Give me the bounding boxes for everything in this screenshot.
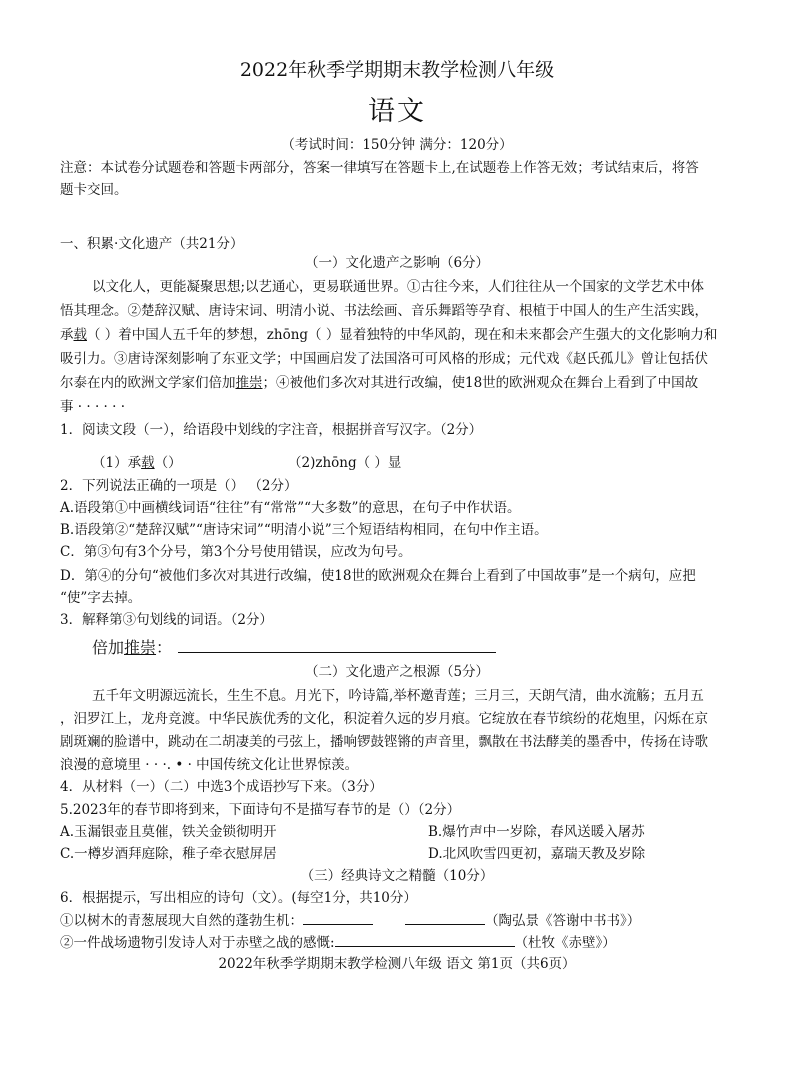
question-2-option-c: C．第③句有3个分号，第3个分号使用错误，应改为句号。 — [60, 544, 412, 560]
question-5-option-b: B.爆竹声中一岁除，春风送暖入屠苏 — [428, 824, 645, 840]
q3-label-underlined: 推崇 — [124, 638, 157, 657]
q6-2-source: （杜牧《赤壁》） — [514, 935, 616, 951]
exam-title: 2022年秋季学期期末教学检测八年级 — [239, 59, 555, 81]
subject-title: 语文 — [368, 96, 426, 127]
passage2-line-1: 五千年文明源远流长，生生不息。月光下，吟诗篇,举杯邀青莲；三月三，天朗气清，曲水流觞；五月五 — [92, 688, 704, 704]
q6-1-blank-1[interactable] — [303, 910, 373, 925]
passage2-line-2: ，汨罗江上，龙舟竞渡。中华民族优秀的文化，积淀着久远的岁月痕。它绽放在春节缤纷的花炮里，闪烁在京 — [60, 711, 708, 727]
passage1-line-6: 事 · · · · · · — [60, 399, 125, 415]
question-5-option-c: C.一樽岁酒拜庭除，稚子牵衣慰屏居 — [60, 846, 277, 862]
question-6-item-2 — [60, 932, 616, 953]
passage1-line-1: 以文化人，更能凝聚思想;以艺通心，更易联通世界。①古往今来，人们往往从一个国家的文学艺术中体 — [92, 279, 705, 295]
q6-2-blank-1[interactable] — [335, 932, 515, 947]
q3-label-a: 倍加 — [92, 638, 125, 657]
notice-line-1: 注意：本试卷分试题卷和答题卡两部分，答案一律填写在答题卡上,在试题卷上作答无效；考试结束后，将答 — [60, 160, 699, 176]
question-2-option-d-line-1: D．第④的分句“被他们多次对其进行改编，使18世的欧洲观众在舞台上看到了中国故事”是一个病句，应把 — [60, 568, 696, 584]
question-6: 6．根据提示，写出相应的诗句（文）。(每空1分，共10分） — [60, 890, 417, 906]
notice-line-2: 题卡交回。 — [60, 182, 128, 198]
q1a-underlined-char: 载 — [141, 455, 155, 471]
question-3: 3．解释第③句划线的词语。（2分） — [60, 612, 273, 628]
subsection-heading-1: （一）文化遗产之影响（6分） — [304, 255, 490, 271]
q6-1-source: （陶弘景《答谢中书书》） — [485, 913, 641, 929]
passage1-line-2: 悟其理念。②楚辞汉赋、唐诗宋词、明清小说、书法绘画、音乐舞蹈等孕育、根植于中国人的生产生活实践， — [60, 303, 708, 319]
question-1: 1．阅读文段（一），给语段中划线的字注音，根据拼音写汉字。（2分） — [60, 422, 483, 438]
question-4: 4．从材料（一）（二）中选3个成语抄写下来。（3分） — [60, 779, 383, 795]
passage2-line-4: 浪漫的意境里 · · ·. • · 中国传统文化让世界惊羡。 — [60, 757, 359, 773]
passage1-line-3-a: 承 — [60, 327, 74, 343]
question-2-option-b: B.语段第②“楚辞汉赋”“唐诗宋词”“明清小说”三个短语结构相同，在句中作主语。 — [60, 522, 548, 538]
exam-info: （考试时间：150分钟 满分：120分） — [281, 137, 513, 153]
question-1-part-b: （2)zhōng（ ）显 — [288, 455, 402, 471]
passage1-line-3 — [60, 325, 717, 345]
q6-1-blank-2[interactable] — [405, 910, 485, 925]
q3-answer-blank[interactable] — [178, 638, 496, 653]
passage1-line-4: 吸引力。③唐诗深刻影响了东亚文学；中国画启发了法国洛可可风格的形成；元代戏《赵氏孤儿》曾让包括伏 — [60, 351, 708, 367]
section-heading-1: 一、积累·文化遗产（共21分） — [60, 236, 244, 252]
question-5-option-a: A.玉漏银壶且莫催，铁关金锁彻明开 — [60, 824, 277, 840]
passage2-line-3: 剧斑斓的脸谱中，跳动在二胡凄美的弓弦上，播响锣鼓铿锵的声音里，飘散在书法酵美的墨香中，传扬在诗歌 — [60, 734, 708, 750]
passage1-line-5 — [60, 373, 698, 393]
underlined-char-zai: 载 — [73, 327, 87, 343]
subsection-heading-2: （二）文化遗产之根源（5分） — [304, 664, 490, 680]
passage1-line-5-a: 尔泰在内的欧洲文学家们倍加 — [60, 375, 236, 391]
question-5: 5.2023年的春节即将到来，下面诗句不是描写春节的是（）（2分） — [60, 802, 461, 818]
q6-2-prompt: ②一件战场遗物引发诗人对于赤壁之战的感慨: — [60, 935, 335, 951]
passage1-line-3-c: （ ）着中国人五千年的梦想，zhōng（ ）显着独特的中华风韵，现在和未来都会产生强大的文化影响力和 — [87, 327, 718, 343]
question-1-part-a — [92, 453, 182, 473]
q6-1-prompt: ①以树木的青葱展现大自然的蓬勃生机： — [60, 913, 303, 929]
question-2-option-d-line-2: “使”字去掉。 — [60, 590, 142, 606]
question-2-option-a: A.语段第①中画横线词语“往往”有“常常”“大多数”的意思，在句子中作状语。 — [60, 500, 521, 516]
q3-label-colon: ： — [156, 638, 173, 657]
question-2: 2．下列说法正确的一项是（） （2分） — [60, 478, 298, 494]
passage1-line-5-c: ；④被他们多次对其进行改编，使18世的欧洲观众在舞台上看到了中国故 — [262, 375, 699, 391]
q1a-label: （1）承 — [92, 455, 142, 471]
question-5-option-d: D.北风吹雪四更初，嘉瑞天教及岁除 — [428, 846, 646, 862]
question-3-answer-line — [92, 637, 496, 659]
page-footer: 2022年秋季学期期末教学检测八年级 语文 第1页（共6页） — [218, 956, 576, 972]
question-6-item-1 — [60, 910, 640, 931]
subsection-heading-3: （三）经典诗文之精髓（10分） — [300, 868, 494, 884]
underlined-word-tuichong: 推崇 — [235, 375, 263, 391]
q1a-paren: （） — [154, 455, 182, 471]
